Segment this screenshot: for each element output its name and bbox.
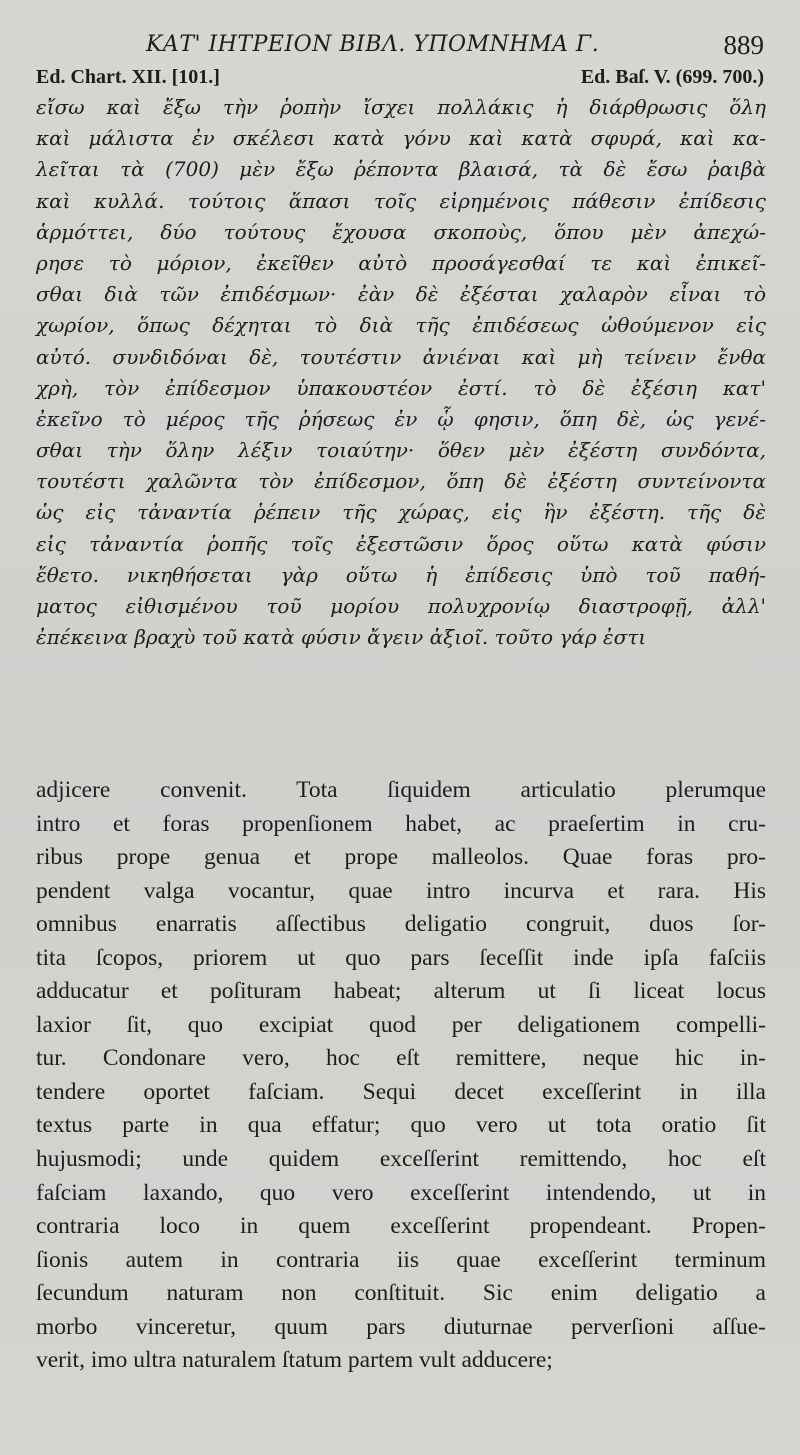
running-head bbox=[36, 30, 764, 64]
latin-text-line: textus parte in qua effatur; quo vero ut tota oratio ſit bbox=[36, 1112, 766, 1139]
greek-text-line: ὡς εἰς τἀναντία ῥέπειν τῆς χώρας, εἰς ἣν ἐξέστη. τῆς δὲ bbox=[36, 500, 766, 525]
greek-text-line: ἐπέκεινα βραχὺ τοῦ κατὰ φύσιν ἄγειν ἀξιοῖ. τοῦτο γάρ ἐστι bbox=[36, 625, 647, 650]
latin-text-line: adjicere convenit. Tota ſiquidem articulatio plerumque bbox=[36, 777, 766, 803]
latin-text-line: intro et foras propenſionem habet, ac praeſertim in cru- bbox=[36, 810, 766, 837]
running-title: ΚΑΤ' ΙΗΤΡΕΙΟΝ ΒΙΒΛ. ΥΠΟΜΝΗΜΑ Γ. bbox=[146, 32, 600, 57]
latin-text-line: pendent valga vocantur, quae intro incurva et rara. His bbox=[36, 877, 766, 904]
latin-text-line: ſionis autem in contraria iis quae exceſſerint terminum bbox=[36, 1246, 766, 1273]
latin-text-line: morbo vinceretur, quum pars diuturnae perverſioni aſſue- bbox=[36, 1313, 766, 1340]
greek-text-line: ἔθετο. νικηθήσεται γὰρ οὕτω ἡ ἐπίδεσις ὑπὸ τοῦ παθή- bbox=[36, 562, 766, 587]
greek-text-line: ματος εἰθισμένου τοῦ μορίου πολυχρονίῳ διαστροφῇ, ἀλλ' bbox=[36, 594, 766, 618]
greek-text-line: λεῖται τὰ (700) μὲν ἔξω ῥέποντα βλαισά, τὰ δὲ ἔσω ῥαιβὰ bbox=[36, 157, 766, 182]
greek-text-line: σθαι διὰ τῶν ἐπιδέσμων· ἐὰν δὲ ἐξέσται χαλαρὸν εἶναι τὸ bbox=[36, 282, 766, 307]
latin-text-line: ſecundum naturam non conſtituit. Sic enim deligatio a bbox=[36, 1280, 766, 1307]
greek-text-line: ἐκεῖνο τὸ μέρος τῆς ῥήσεως ἐν ᾧ φησιν, ὅπη δὲ, ὡς γενέ- bbox=[36, 406, 766, 431]
latin-text-line: laxior ſit, quo excipiat quod per deligationem compelli- bbox=[36, 1011, 766, 1038]
greek-text-line: χρὴ, τὸν ἐπίδεσμον ὑπακουστέον ἐστί. τὸ δὲ ἐξέσιη κατ' bbox=[36, 375, 766, 400]
greek-text-block bbox=[36, 92, 766, 653]
greek-text-line: ρησε τὸ μόριον, ἐκεῖθεν αὐτὸ προσάγεσθαί τε καὶ ἐπικεῖ- bbox=[36, 250, 766, 275]
page-number: 889 bbox=[723, 30, 764, 60]
latin-text-block bbox=[36, 774, 766, 1378]
greek-text-line: ἁρμόττει, δύο τούτους ἔχουσα σκοποὺς, ὅπου μὲν ἀπεχώ- bbox=[36, 219, 766, 244]
greek-text-line: εἴσω καὶ ἔξω τὴν ῥοπὴν ἴσχει πολλάκις ἡ διάρθρωσις ὅλη bbox=[36, 95, 766, 119]
latin-text-line: tita ſcopos, priorem ut quo pars ſeceſſit inde ipſa faſciis bbox=[36, 944, 766, 971]
latin-text-line: hujusmodi; unde quidem exceſſerint remittendo, hoc eſt bbox=[36, 1146, 766, 1173]
latin-text-line: verit, imo ultra naturalem ſtatum partem vult adducere; bbox=[36, 1347, 553, 1374]
greek-text-line: αὐτό. συνδιδόναι δὲ, τουτέστιν ἀνιέναι καὶ μὴ τείνειν ἔνθα bbox=[36, 344, 766, 369]
latin-text-line: tur. Condonare vero, hoc eſt remittere, neque hic in- bbox=[36, 1045, 766, 1072]
greek-text-line: χωρίον, ὅπως δέχηται τὸ διὰ τῆς ἐπιδέσεως ὠθούμενον εἰς bbox=[36, 313, 766, 338]
latin-text-line: contraria loco in quem exceſſerint propendeant. Propen- bbox=[36, 1213, 766, 1240]
latin-text-line: ribus prope genua et prope malleolos. Quae foras pro- bbox=[36, 844, 766, 871]
greek-text-line: καὶ μάλιστα ἐν σκέλεσι κατὰ γόνυ καὶ κατὰ σφυρά, καὶ κα- bbox=[36, 126, 766, 151]
greek-text-line: καὶ κυλλά. τούτοις ἅπασι τοῖς εἰρημένοις πάθεσιν ἐπίδεσις bbox=[36, 188, 766, 213]
latin-text-line: tendere oportet faſciam. Sequi decet exceſſerint in illa bbox=[36, 1078, 766, 1105]
greek-text-line: σθαι τὴν ὅλην λέξιν τοιαύτην· ὅθεν μὲν ἐξέστη συνδόντα, bbox=[36, 438, 766, 463]
latin-text-line: adducatur et poſituram habeat; alterum ut ſi liceat locus bbox=[36, 978, 766, 1005]
greek-text-line: εἰς τἀναντία ῥοπῆς τοῖς ἐξεστῶσιν ὅρος οὕτω κατὰ φύσιν bbox=[36, 531, 766, 556]
edition-line bbox=[36, 66, 764, 94]
latin-text-line: faſciam laxando, quo vero exceſſerint intendendo, ut in bbox=[36, 1179, 766, 1206]
edition-basel-reference: Ed. Baſ. V. (699. 700.) bbox=[580, 66, 764, 88]
edition-chart-reference: Ed. Chart. XII. [101.] bbox=[36, 66, 220, 88]
latin-text-line: omnibus enarratis aſſectibus deligatio congruit, duos ſor- bbox=[36, 911, 766, 938]
greek-text-line: τουτέστι χαλῶντα τὸν ἐπίδεσμον, ὅπη δὲ ἐξέστη συντείνοντα bbox=[36, 469, 766, 494]
